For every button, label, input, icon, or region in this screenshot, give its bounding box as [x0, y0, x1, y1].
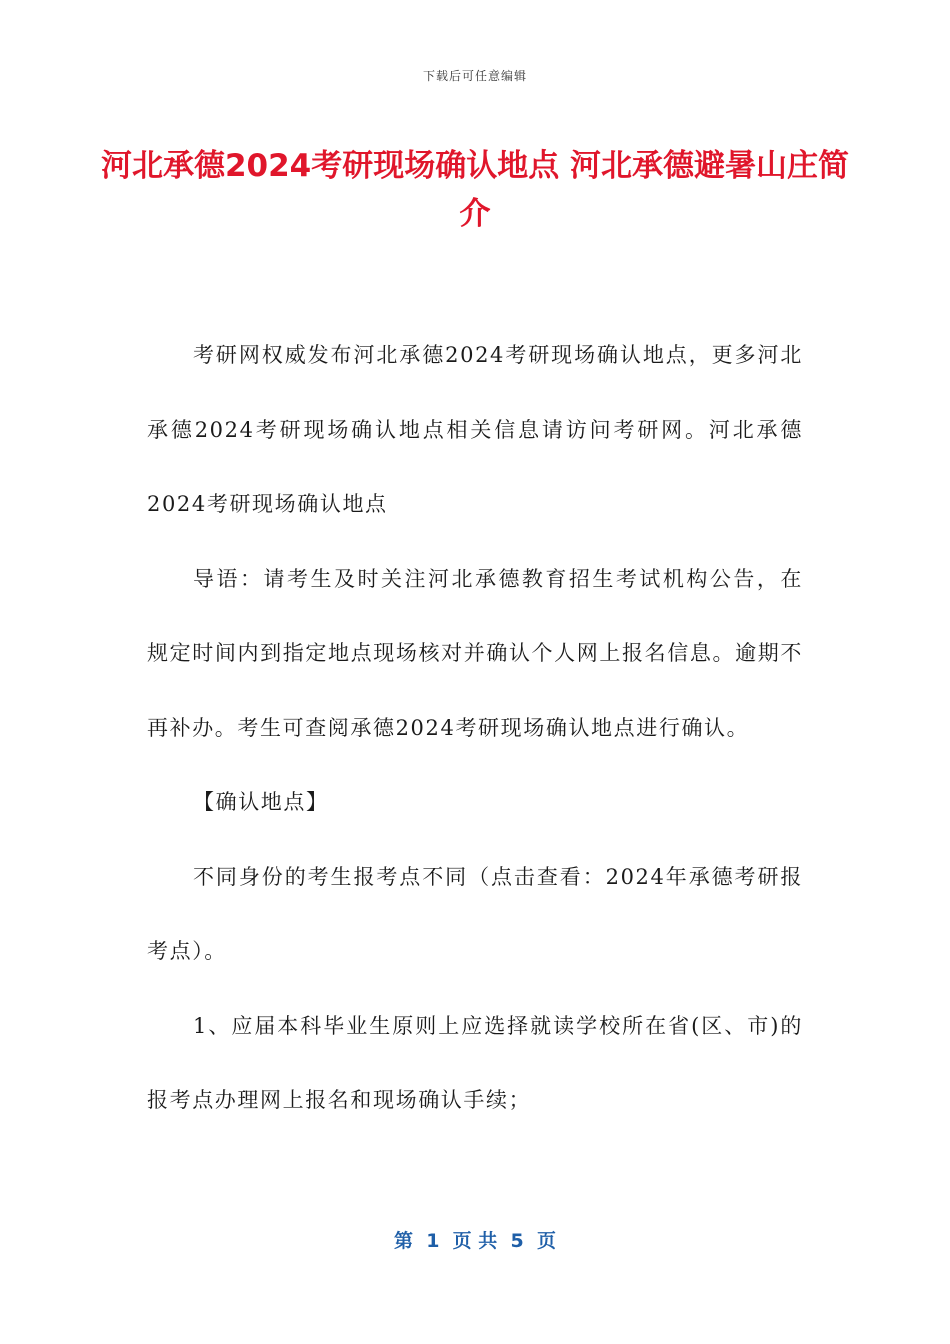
section-heading-location: 【确认地点】: [193, 790, 329, 814]
document-title: 河北承德2024考研现场确认地点 河北承德避暑山庄简介: [100, 148, 850, 232]
page-number-footer: 第 1 页 共 5 页: [394, 1230, 556, 1252]
paragraph-item-1: 1、应届本科毕业生原则上应选择就读学校所在省(区、市)的报考点办理网上报名和现场确认手续；: [147, 1013, 803, 1112]
document-body: [147, 318, 803, 1138]
paragraph-identity: 不同身份的考生报考点不同（点击查看：2024年承德考研报考点）。: [147, 864, 803, 963]
paragraph-guide: 导语：请考生及时关注河北承德教育招生考试机构公告，在规定时间内到指定地点现场核对并确认个人网上报名信息。逾期不再补办。考生可查阅承德2024考研现场确认地点进行确认。: [147, 566, 803, 740]
paragraph-intro: 考研网权威发布河北承德2024考研现场确认地点，更多河北承德2024考研现场确认地点相关信息请访问考研网。河北承德2024考研现场确认地点: [147, 343, 803, 516]
header-note: 下载后可任意编辑: [422, 69, 527, 83]
